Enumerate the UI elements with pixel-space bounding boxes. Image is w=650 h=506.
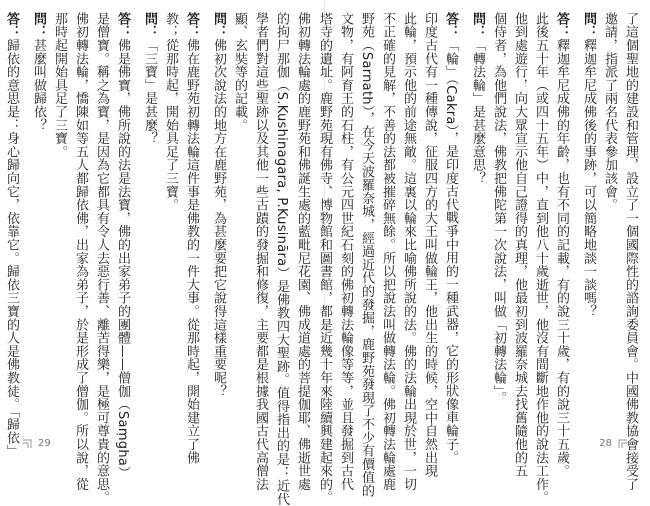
- text-column: [419, 12, 440, 478]
- answer-marker: 答：: [115, 12, 130, 39]
- text-column: [620, 12, 641, 491]
- column-text: 顯、玄奘等的記載。: [232, 12, 247, 132]
- page-ornament-icon: [618, 439, 628, 449]
- text-column: [70, 12, 91, 491]
- text-column: [398, 12, 419, 491]
- column-text: 「三寶」是甚麼？: [142, 38, 157, 146]
- text-column: [250, 12, 271, 491]
- text-column: [139, 12, 160, 400]
- column-text: 不正確的見解，不善的法都被摧碎無餘。所以把說法叫做轉法輪。佛初轉法輪處鹿: [380, 12, 395, 491]
- text-column: [49, 12, 70, 400]
- column-text: 佛在鹿野苑初轉法輪這件事是佛教的一件大事。從那時起，開始建立了佛: [184, 38, 199, 465]
- column-text: 佛初轉法輪，憍陳如等五人都歸依佛，出家為弟子，於是形成了僧伽。所以說，從: [73, 12, 88, 491]
- column-text: 甚麼叫做歸依？: [31, 38, 46, 132]
- column-text: 學者們對這些聖跡以及其他一些古蹟的發掘和修復，主要都是根據我國古代高僧法: [253, 12, 268, 491]
- column-text: 佛初次說法的地方在鹿野苑，為甚麼要把它說得這樣重要呢？: [211, 38, 226, 398]
- text-column: [229, 12, 250, 400]
- text-column: [335, 12, 356, 491]
- column-text: 個侍者，為他們說法，佛教把佛陀第一次說法，叫做「初轉法輪」。: [491, 12, 506, 405]
- text-column: [314, 12, 335, 505]
- question-marker: 問：: [581, 12, 596, 39]
- text-column: [440, 12, 461, 464]
- page-number: 29: [38, 438, 51, 449]
- answer-marker: 答：: [184, 12, 199, 39]
- text-column: [292, 12, 313, 491]
- text-column: [377, 12, 398, 491]
- column-text: 邀請，指派了兩名代表參加該會。: [602, 12, 617, 212]
- text-column: [0, 12, 1, 400]
- column-text: 釋迦牟尼成佛後的事跡，可以簡略地談一談嗎？: [581, 38, 596, 318]
- column-text: 那時起開始具足了三寶。: [52, 12, 67, 159]
- right-page: [317, 0, 650, 505]
- column-text: 「輪」（Cakra），是印度古代戰爭中用的一種武器，它的形狀像車輪子。: [443, 38, 458, 464]
- page-ornament-icon: [22, 439, 32, 449]
- answer-marker: 答：: [554, 12, 569, 39]
- text-column: [356, 12, 377, 498]
- text-column: [488, 12, 509, 405]
- column-text: 野苑（Sarnath），在今天波羅奈城，經過近代的發掘，鹿野苑發現了不少有價值的: [359, 12, 374, 498]
- column-text: 的拘尸那伽（S.Kushinagara, P.Kusināra）是佛教四大聖跡。值得指出的是：近代: [274, 12, 289, 506]
- column-text: 「轉法輪」是甚麼意思？: [470, 38, 485, 185]
- text-column: [28, 12, 49, 400]
- left-folio: [22, 438, 51, 449]
- text-column: [91, 12, 112, 505]
- text-column: [1, 12, 22, 458]
- text-column: [208, 12, 229, 400]
- text-column: [112, 12, 133, 480]
- text-column: [509, 12, 530, 478]
- column-text: 此輪，預示他的前途無敵。這裏以輪來比喻佛所說的法。佛的法輪出現於世，一切: [401, 12, 416, 491]
- answer-marker: 答：: [4, 12, 19, 39]
- column-text: 是僧寶。稱之為寶，是因為它都具有令人去惡行善、離苦得樂，是極可尊貴的意思。: [94, 12, 109, 505]
- column-text: 塔寺的遺址。鹿野苑現有佛寺、博物館和圖書館，都是近幾十年來陸續興建起來的。: [317, 12, 332, 505]
- question-marker: 問：: [470, 12, 485, 39]
- question-marker: 問：: [211, 12, 226, 39]
- column-text: 此後五十年（或四十五年）中，直到他八十歲逝世，他沒有間斷地作他的說法工作。: [533, 12, 548, 505]
- text-column: [578, 12, 599, 400]
- column-text: 佛是佛寶，佛所說的法是法寶，佛的出家弟子的團體——僧伽（Saṃgha）: [115, 38, 130, 480]
- text-column: [271, 12, 292, 506]
- text-column: [467, 12, 488, 400]
- right-folio: [599, 438, 628, 449]
- question-marker: 問：: [142, 12, 157, 39]
- column-text: 歸依的意思是：身心歸向它，依靠它。歸依三寶的人是佛教徒。「歸依」: [4, 38, 19, 458]
- column-text: 印度古代有一種傳說，征服四方的大王叫做輪王，他出生的時候，空中自然出現: [422, 12, 437, 478]
- text-column: [181, 12, 202, 465]
- column-text: 釋迦牟尼成佛的年齡，也有不同的記載，有的說三十歲，有的說三十五歲。: [554, 38, 569, 478]
- column-text: 文物，有阿育王的石柱，有公元四世紀石刻的佛初轉法輪像等等，並且發掘到古代: [338, 12, 353, 491]
- text-column: [551, 12, 572, 478]
- question-marker: 問：: [31, 12, 46, 39]
- answer-marker: 答：: [443, 12, 458, 39]
- column-text: 了這個聖地的建設和管理，設立了一個國際性的諮詢委員會。中國佛教協會接受了: [623, 12, 638, 491]
- column-text: 佛初轉法輪處的鹿野苑和佛誕生處的藍毗尼花園、佛成道處的菩提伽耶、佛逝世處: [295, 12, 310, 491]
- column-text: 他到處遊行，向大眾宣示他自己證得的真理，他最初到波羅奈城去找舊隨他的五: [512, 12, 527, 478]
- column-text: 教；從那時起，開始具足了三寶。: [163, 12, 178, 212]
- page-number: 28: [599, 438, 612, 449]
- text-column: [530, 12, 551, 505]
- text-column: [599, 12, 620, 400]
- text-column: [160, 12, 181, 400]
